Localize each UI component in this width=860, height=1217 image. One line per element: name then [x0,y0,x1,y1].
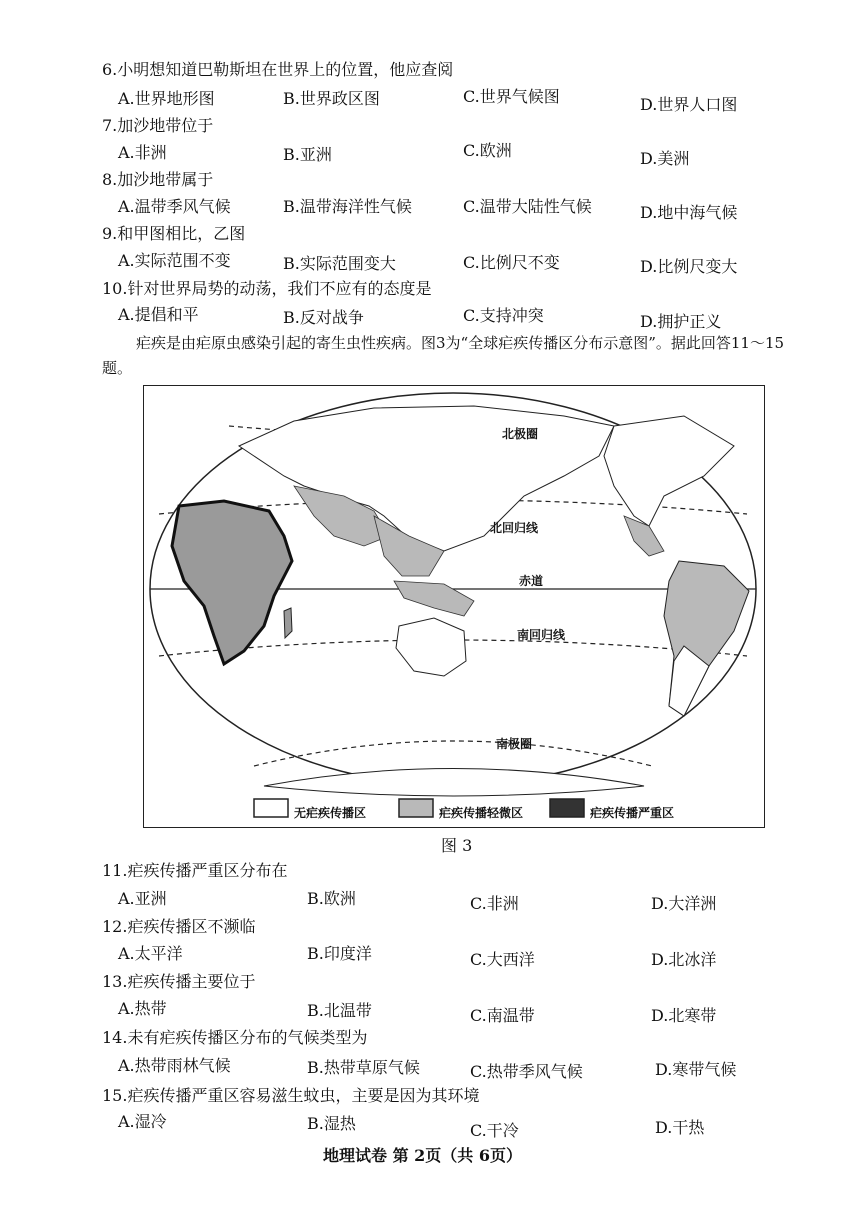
option-c: C.热带季风气候 [470,1062,583,1081]
page-footer: 地理试卷 第 2页（共 6页） [323,1146,522,1165]
question-stem: 10.针对世界局势的动荡，我们不应有的态度是 [102,279,432,298]
question-stem: 11.疟疾传播严重区分布在 [102,861,288,880]
option-a: A.提倡和平 [118,305,199,324]
option-d: D.拥护正义 [640,312,722,331]
option-b: B.湿热 [307,1114,356,1133]
option-a: A.非洲 [118,143,167,162]
option-c: C.温带大陆性气候 [463,197,592,216]
option-c: C.干冷 [470,1121,519,1140]
option-c: C.南温带 [470,1006,535,1025]
question-stem: 15.疟疾传播严重区容易滋生蚊虫，主要是因为其环境 [102,1086,480,1105]
question-stem: 9.和甲图相比，乙图 [102,224,246,243]
option-a: A.亚洲 [118,889,167,908]
option-b: B.世界政区图 [283,89,380,108]
option-d: D.北寒带 [651,1006,717,1025]
option-b: B.北温带 [307,1001,372,1020]
option-d: D.世界人口图 [640,95,738,114]
label-tropic-of-capricorn: 南回归线 [517,628,566,642]
option-b: B.欧洲 [307,889,356,908]
option-a: A.太平洋 [118,944,183,963]
question-stem: 12.疟疾传播区不濒临 [102,917,256,936]
question-stem: 7.加沙地带位于 [102,116,214,135]
option-b: B.实际范围变大 [283,254,396,273]
option-d: D.地中海气候 [640,203,738,222]
label-equator: 赤道 [519,574,544,588]
option-c: C.世界气候图 [463,87,560,106]
label-antarctic-circle: 南极圈 [496,737,533,751]
option-d: D.美洲 [640,149,690,168]
option-a: A.湿冷 [118,1112,167,1131]
option-a: A.世界地形图 [118,89,215,108]
option-b: B.亚洲 [283,145,332,164]
option-c: C.支持冲突 [463,306,544,325]
option-c: C.非洲 [470,894,519,913]
option-c: C.欧洲 [463,141,512,160]
malaria-map-figure [143,385,765,828]
option-b: B.热带草原气候 [307,1058,420,1077]
option-b: B.印度洋 [307,944,372,963]
legend-swatch-severe [550,799,584,817]
option-d: D.大洋洲 [651,894,717,913]
legend-swatch-mild [399,799,433,817]
option-a: A.热带雨林气候 [118,1056,231,1075]
option-a: A.温带季风气候 [118,197,231,216]
question-stem: 8.加沙地带属于 [102,170,214,189]
option-d: D.北冰洋 [651,950,717,969]
option-b: B.温带海洋性气候 [283,197,412,216]
question-stem: 14.未有疟疾传播区分布的气候类型为 [102,1028,368,1047]
figure-caption: 图 3 [441,836,473,855]
legend-label-severe: 疟疾传播严重区 [590,806,675,820]
label-tropic-of-cancer: 北回归线 [490,521,539,535]
option-c: C.比例尺不变 [463,253,560,272]
world-map [144,386,763,826]
option-c: C.大西洋 [470,950,535,969]
option-a: A.热带 [118,999,167,1018]
label-arctic-circle: 北极圈 [502,427,539,441]
option-d: D.干热 [655,1118,705,1137]
question-stem: 6.小明想知道巴勒斯坦在世界上的位置，他应查阅 [102,60,454,79]
question-stem: 13.疟疾传播主要位于 [102,972,256,991]
option-b: B.反对战争 [283,308,364,327]
antarctica-landmass [264,769,644,797]
option-a: A.实际范围不变 [118,251,231,270]
legend-swatch-none [254,799,288,817]
legend-label-none: 无疟疾传播区 [294,806,367,820]
option-d: D.比例尺变大 [640,257,738,276]
intro-paragraph: 疟疾是由疟原虫感染引起的寄生虫性疾病。图3为“全球疟疾传播区分布示意图”。据此回答11～15题。 [102,334,785,377]
option-d: D.寒带气候 [655,1060,737,1079]
legend-label-mild: 疟疾传播轻微区 [439,806,524,820]
